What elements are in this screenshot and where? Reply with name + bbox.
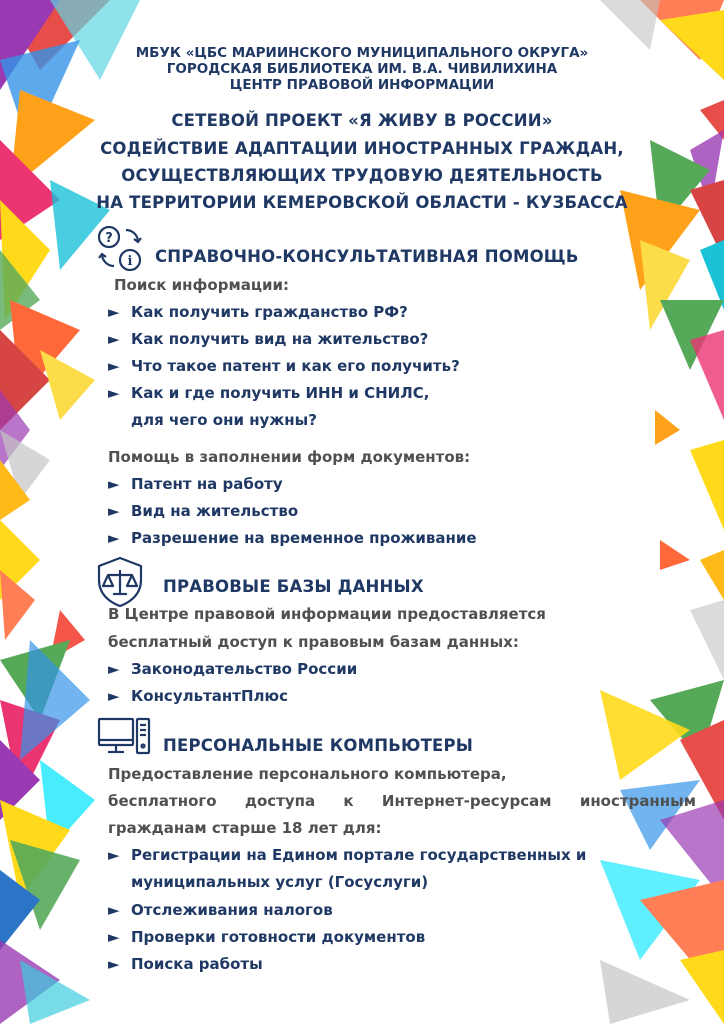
bullet-arrow-icon: ►: [108, 901, 120, 919]
bullet-arrow-icon: ►: [108, 928, 120, 946]
bullet-arrow-icon: ►: [108, 303, 120, 321]
list-item: ► Что такое патент и как его получить?: [108, 357, 460, 375]
list-item: ► Регистрации на Едином портале государственных и: [108, 846, 587, 864]
bullet-arrow-icon: ►: [108, 330, 120, 348]
list-item: ► Патент на работу: [108, 475, 283, 493]
list-item: ► Законодательство России: [108, 660, 358, 678]
list-item: ► Отслеживания налогов: [108, 901, 333, 919]
list-item: ► Как получить гражданство РФ?: [108, 303, 408, 321]
forms-help-label: Помощь в заполнении форм документов:: [108, 448, 471, 466]
list-item: ► Как получить вид на жительство?: [108, 330, 429, 348]
project-title-line-2: СОДЕЙСТВИЕ АДАПТАЦИИ ИНОСТРАННЫХ ГРАЖДАН,: [100, 139, 624, 158]
computer-icon: [97, 716, 151, 756]
bullet-arrow-icon: ►: [108, 660, 120, 678]
search-info-label: Поиск информации:: [114, 276, 289, 294]
project-title-line-1: СЕТЕВОЙ ПРОЕКТ «Я ЖИВУ В РОССИИ»: [171, 111, 553, 130]
section-title-consulting: СПРАВОЧНО-КОНСУЛЬТАТИВНАЯ ПОМОЩЬ: [155, 247, 579, 266]
project-title-line-4: НА ТЕРРИТОРИИ КЕМЕРОВСКОЙ ОБЛАСТИ - КУЗБАССА: [96, 193, 628, 212]
list-item-continuation: муниципальных услуг (Госуслуги): [131, 873, 429, 891]
list-item: ► Проверки готовности документов: [108, 928, 426, 946]
project-title-line-3: ОСУЩЕСТВЛЯЮЩИХ ТРУДОВУЮ ДЕЯТЕЛЬНОСТЬ: [121, 166, 603, 185]
organization-line-2: ГОРОДСКАЯ БИБЛИОТЕКА ИМ. В.А. ЧИВИЛИХИНА: [166, 61, 558, 77]
bullet-arrow-icon: ►: [108, 687, 120, 705]
list-item: ► Вид на жительство: [108, 502, 299, 520]
computers-text-line-1: Предоставление персонального компьютера,: [108, 765, 507, 783]
organization-line-1: МБУК «ЦБС МАРИИНСКОГО МУНИЦИПАЛЬНОГО ОКРУГА»: [135, 45, 589, 61]
bullet-arrow-icon: ►: [108, 384, 120, 402]
bullet-arrow-icon: ►: [108, 502, 120, 520]
list-item-continuation: для чего они нужны?: [131, 411, 317, 429]
legal-db-text-line-2: бесплатный доступ к правовым базам данных:: [108, 633, 519, 651]
list-item: ► Как и где получить ИНН и СНИЛС,: [108, 384, 430, 402]
bullet-arrow-icon: ►: [108, 846, 120, 864]
shield-scales-icon: [95, 556, 145, 608]
question-info-icon: [96, 224, 144, 272]
bullet-arrow-icon: ►: [108, 357, 120, 375]
computers-text-line-2: бесплатного доступа к Интернет-ресурсам иностранным: [108, 792, 696, 810]
list-item: ► Разрешение на временное проживание: [108, 529, 477, 547]
organization-line-3: ЦЕНТР ПРАВОВОЙ ИНФОРМАЦИИ: [229, 77, 495, 93]
computers-text-line-3: гражданам старше 18 лет для:: [108, 819, 382, 837]
list-item: ► Поиска работы: [108, 955, 263, 973]
legal-db-text-line-1: В Центре правовой информации предоставляется: [108, 605, 546, 623]
svg-text:?: ?: [105, 231, 113, 246]
section-title-computers: ПЕРСОНАЛЬНЫЕ КОМПЬЮТЕРЫ: [163, 736, 474, 755]
bullet-arrow-icon: ►: [108, 475, 120, 493]
list-item: ► КонсультантПлюс: [108, 687, 288, 705]
bullet-arrow-icon: ►: [108, 955, 120, 973]
bullet-arrow-icon: ►: [108, 529, 120, 547]
section-title-legal-databases: ПРАВОВЫЕ БАЗЫ ДАННЫХ: [163, 577, 424, 596]
svg-text:i: i: [127, 254, 133, 269]
